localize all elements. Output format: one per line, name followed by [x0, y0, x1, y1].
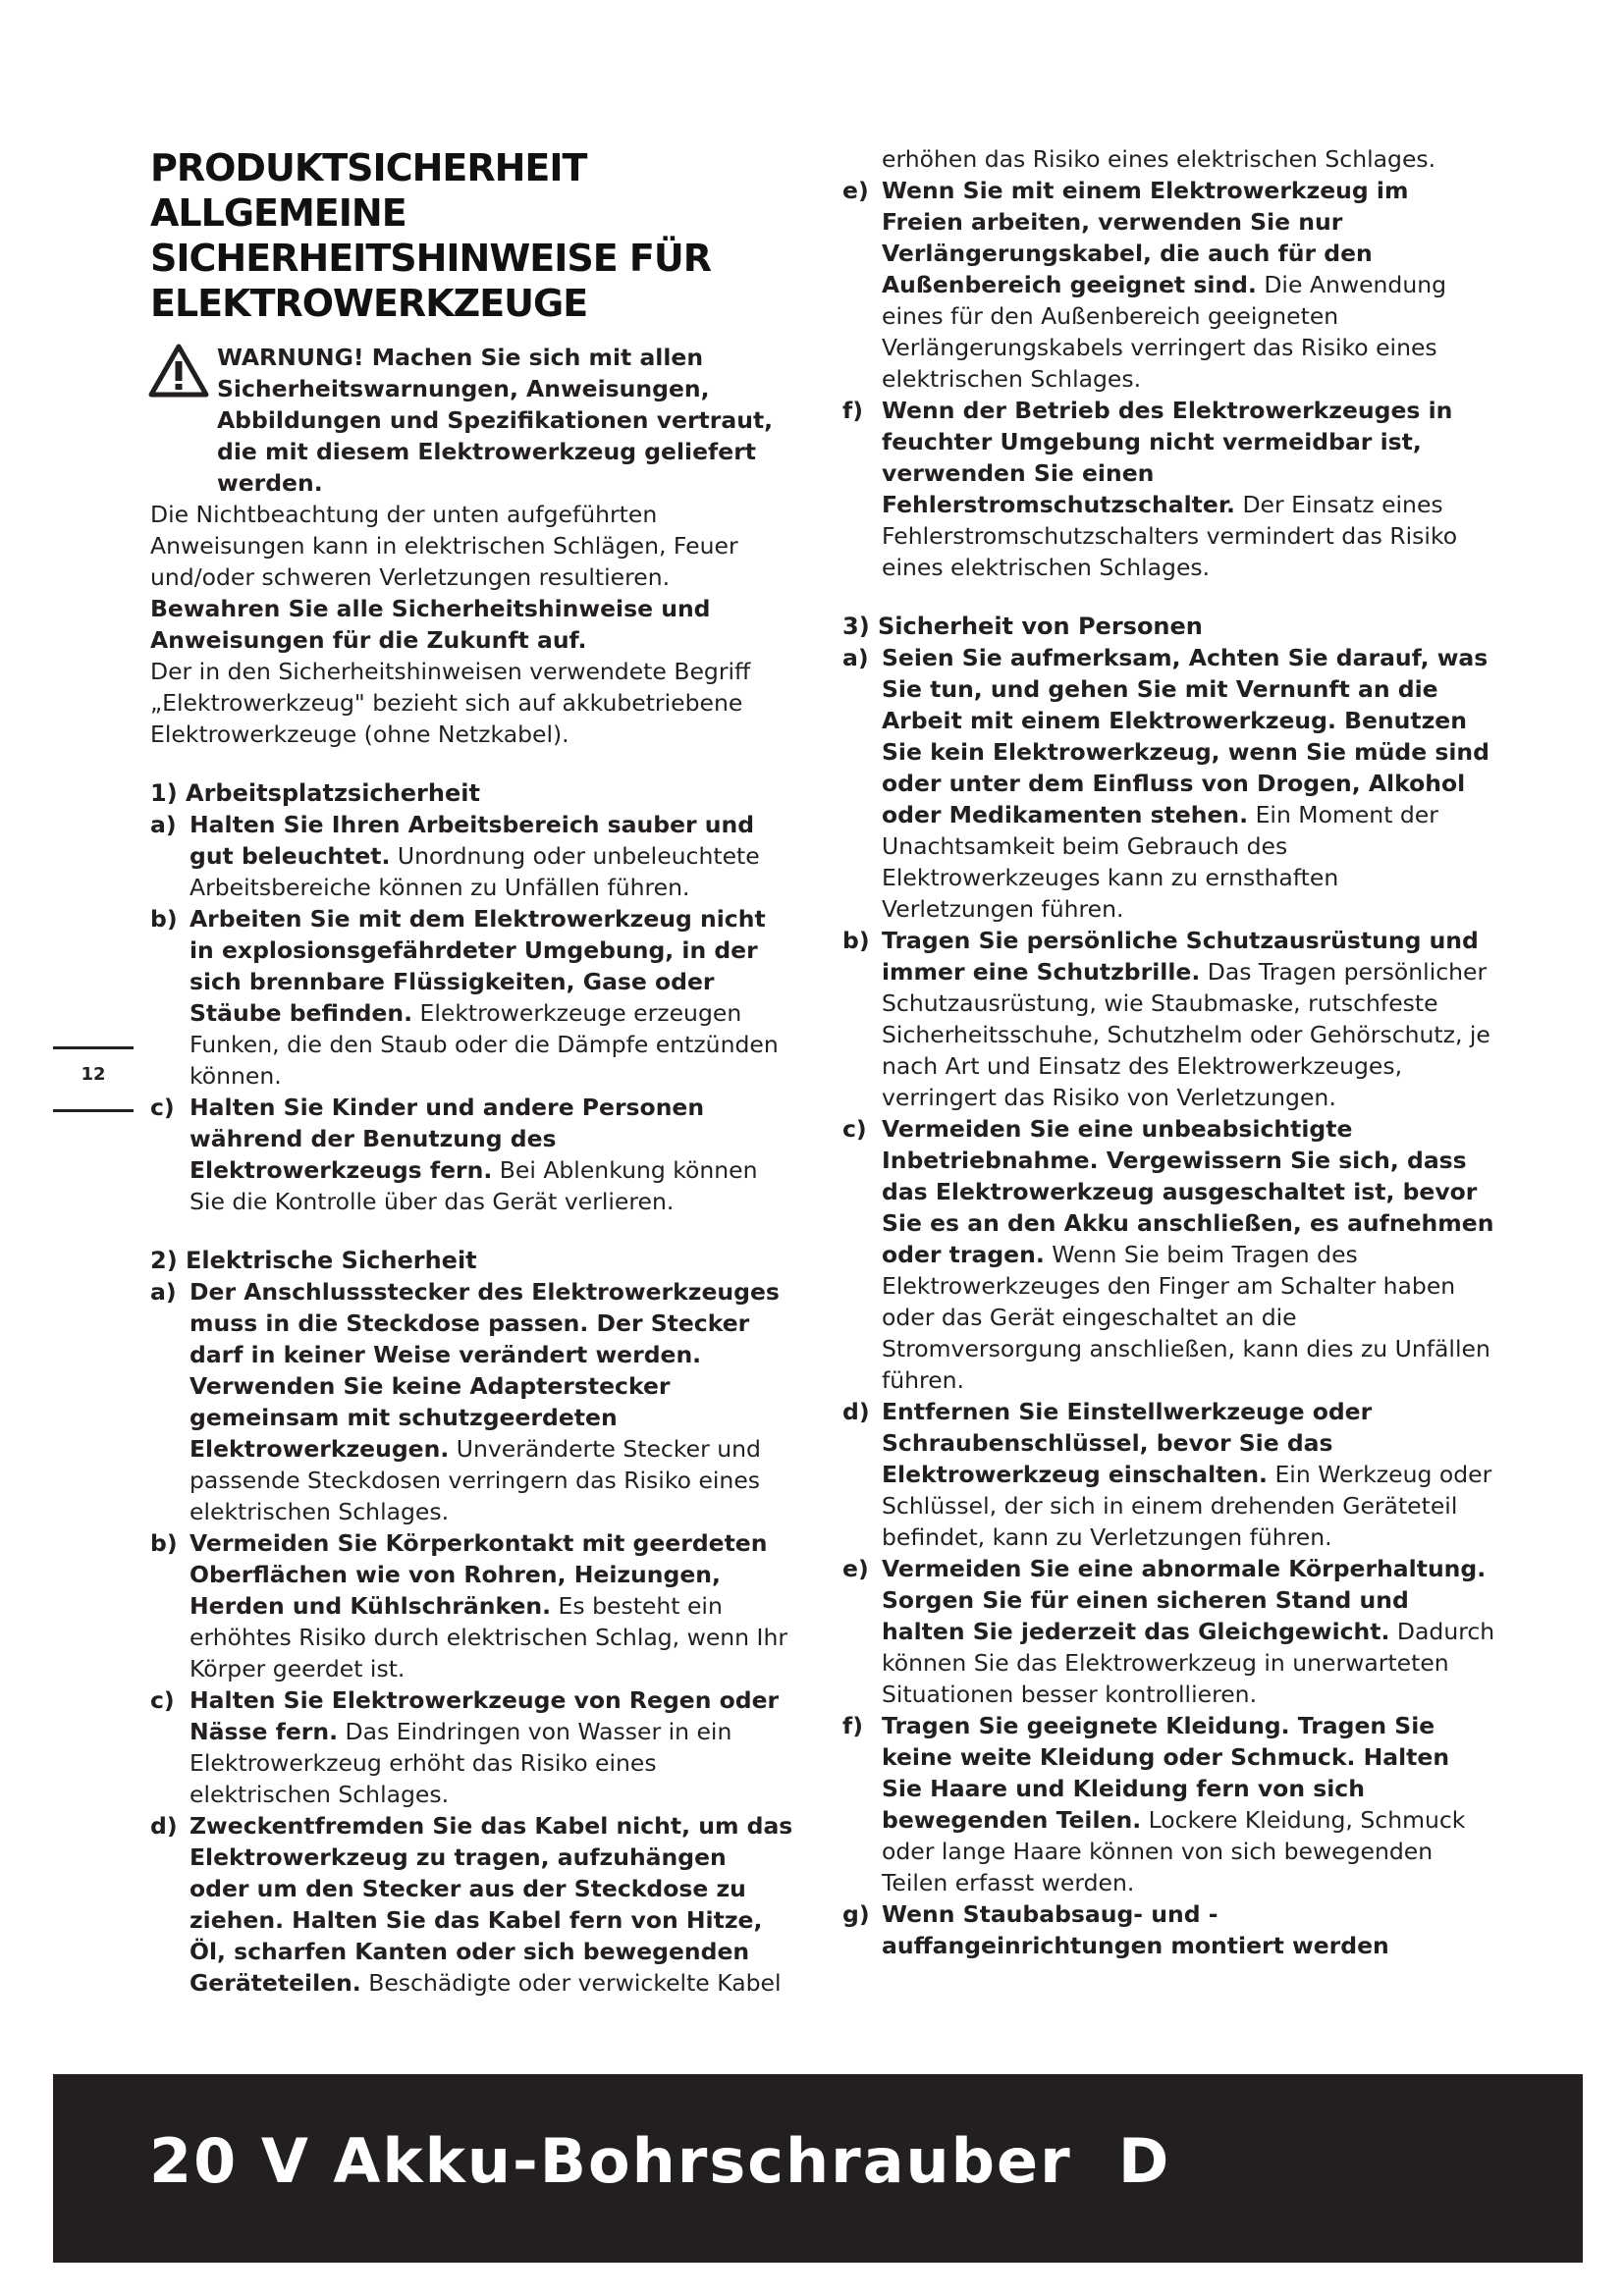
title-line: ELEKTROWERKZEUGE	[150, 282, 588, 325]
page-number: 12	[81, 1064, 106, 1085]
list-item: f) Tragen Sie geeignete Kleidung. Tragen Sie keine weite Kleidung oder Schmuck. Halten Sie Haare und Kleidung fern von sich bewegenden Teilen. Lockere Kleidung, Schmuck oder lange Haare können von sich bewegenden Teilen erfasst werden.	[842, 1712, 1466, 1896]
warning-bold-text: WARNUNG! Machen Sie sich mit allen Sicherheitswarnungen, Anweisungen, Abbildungen und Spezifikationen vertraut, die mit diesem Elektrowerkzeug geliefert werden.	[217, 344, 774, 497]
title-line: SICHERHEITSHINWEISE FÜR	[150, 237, 711, 280]
list-item: c) Vermeiden Sie eine unbeabsichtigte Inbetriebnahme. Vergewissern Sie sich, dass das Elektrowerkzeug ausgeschaltet ist, bevor Sie es an den Akku anschließen, es aufnehmen oder tragen. Wenn Sie beim Tragen des Elektrowerkzeuges den Finger am Schalter haben oder das Gerät eingeschaltet an die Stromversorgung anschließen, kann dies zu Unfällen führen.	[842, 1115, 1494, 1394]
footer-band	[53, 2074, 1583, 2263]
title-line: PRODUKTSICHERHEIT	[150, 146, 587, 189]
list-item: b) Tragen Sie persönliche Schutzausrüstung und immer eine Schutzbrille. Das Tragen persönlicher Schutzausrüstung, wie Staubmaske, rutschfeste Sicherheitsschuhe, Schutzhelm oder Gehörschutz, je nach Art und Einsatz des Elektrowerkzeuges, verringert das Risiko von Verletzungen.	[842, 927, 1490, 1111]
section-heading-personal: 3) Sicherheit von Personen	[842, 613, 1203, 640]
list-item: d) Zweckentfremden Sie das Kabel nicht, um das Elektrowerkzeug zu tragen, aufzuhängen oder um den Stecker aus der Steckdose zu ziehen. Halten Sie das Kabel fern von Hitze, Öl, scharfen Kanten oder sich bewegenden Geräteteilen. Beschädigte oder verwickelte Kabel	[150, 1812, 793, 1997]
divider	[53, 1046, 134, 1049]
list-item: e) Wenn Sie mit einem Elektrowerkzeug im Freien arbeiten, verwenden Sie nur Verlängerungskabel, die auch für den Außenbereich geeignet sind. Die Anwendung eines für den Außenbereich geeigneten Verlängerungskabels verringert das Risiko eines elektrischen Schlages.	[842, 177, 1447, 393]
list-item: b) Arbeiten Sie mit dem Elektrowerkzeug nicht in explosionsgefährdeter Umgebung, in der sich brennbare Flüssigkeiten, Gase oder Stäube befinden. Elektrowerkzeuge erzeugen Funken, die den Staub oder die Dämpfe entzünden können.	[150, 905, 779, 1090]
list-item: b) Vermeiden Sie Körperkontakt mit geerdeten Oberflächen wie von Rohren, Heizungen, Herden und Kühlschränken. Es besteht ein erhöhtes Risiko durch elektrischen Schlag, wenn Ihr Körper geerdet ist.	[150, 1529, 788, 1682]
warning-triangle-icon	[148, 344, 209, 399]
list-item: c) Halten Sie Kinder und andere Personen während der Benutzung des Elektrowerkzeugs fern. Bei Ablenkung können Sie die Kontrolle über das Gerät verlieren.	[150, 1094, 758, 1215]
warning-block	[150, 342, 793, 499]
list-item: e) Vermeiden Sie eine abnormale Körperhaltung. Sorgen Sie für einen sicheren Stand und halten Sie jederzeit das Gleichgewicht. Dadurch können Sie das Elektrowerkzeug in unerwarteten Situationen besser kontrollieren.	[842, 1555, 1495, 1708]
list-item: a) Halten Sie Ihren Arbeitsbereich sauber und gut beleuchtet. Unordnung oder unbeleuchtete Arbeitsbereiche können zu Unfällen führen.	[150, 811, 760, 901]
section-heading-workplace: 1) Arbeitsplatzsicherheit	[150, 779, 480, 807]
list-item: d) Entfernen Sie Einstellwerkzeuge oder Schraubenschlüssel, bevor Sie das Elektrowerkzeug einschalten. Ein Werkzeug oder Schlüssel, der sich in einem drehenden Geräteteil befindet, kann zu Verletzungen führen.	[842, 1398, 1492, 1551]
list-item: f) Wenn der Betrieb des Elektrowerkzeuges in feuchter Umgebung nicht vermeidbar ist, verwenden Sie einen Fehlerstromschutzschalter. Der Einsatz eines Fehlerstromschutzschalters vermindert das Risiko eines elektrischen Schlages.	[842, 397, 1458, 581]
list-item: g) Wenn Staubabsaug- und -auffangeinrichtungen montiert werden	[842, 1900, 1389, 1959]
list-item: a) Der Anschlussstecker des Elektrowerkzeuges muss in die Steckdose passen. Der Stecker darf in keiner Weise verändert werden. Verwenden Sie keine Adapterstecker gemeinsam mit schutzgeerdeten Elektrowerkzeugen. Unveränderte Stecker und passende Steckdosen verringern das Risiko eines elektrischen Schlages.	[150, 1278, 780, 1525]
page-title	[150, 145, 793, 326]
divider	[53, 1109, 134, 1112]
footer-product-title: 20 V Akku-Bohrschrauber D	[149, 2125, 1171, 2197]
right-column	[842, 143, 1495, 1961]
list-item: c) Halten Sie Elektrowerkzeuge von Regen oder Nässe fern. Das Eindringen von Wasser in ein Elektrowerkzeug erhöht das Risiko eines elektrischen Schlages.	[150, 1686, 780, 1808]
list-item: a) Seien Sie aufmerksam, Achten Sie darauf, was Sie tun, und gehen Sie mit Vernunft an die Arbeit mit einem Elektrowerkzeug. Benutzen Sie kein Elektrowerkzeug, wenn Sie müde sind oder unter dem Einfluss von Drogen, Alkohol oder Medikamenten stehen. Ein Moment der Unachtsamkeit beim Gebrauch des Elektrowerkzeuges kann zu ernsthaften Verletzungen führen.	[842, 644, 1489, 923]
keep-instructions-text: Bewahren Sie alle Sicherheitshinweise und Anweisungen für die Zukunft auf.	[150, 595, 711, 654]
title-line: ALLGEMEINE	[150, 191, 406, 235]
page-number-marker	[53, 1046, 134, 1113]
term-definition-text: Der in den Sicherheitshinweisen verwendete Begriff „Elektrowerkzeug" bezieht sich auf akkubetriebene Elektrowerkzeuge (ohne Netzkabel).	[150, 658, 751, 748]
warning-text: Die Nichtbeachtung der unten aufgeführten Anweisungen kann in elektrischen Schlägen, Feuer und/oder schweren Verletzungen resultieren.	[150, 501, 738, 591]
section-heading-electrical: 2) Elektrische Sicherheit	[150, 1247, 477, 1274]
list-item-continuation: erhöhen das Risiko eines elektrischen Schlages.	[882, 145, 1436, 173]
left-column	[150, 145, 793, 1999]
